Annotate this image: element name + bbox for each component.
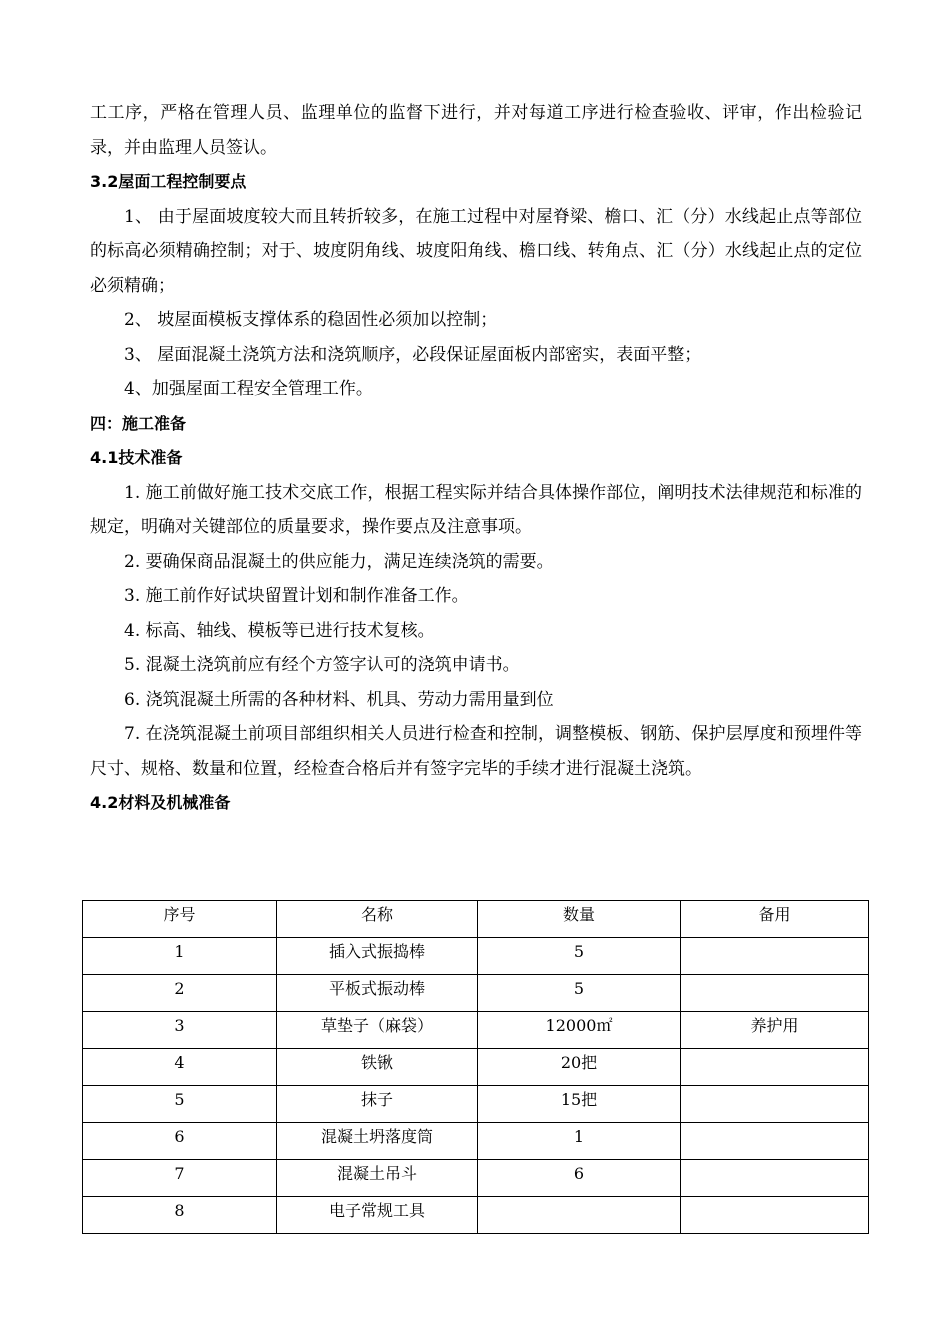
cell-quantity: 6 bbox=[478, 1160, 681, 1197]
cell-quantity: 20把 bbox=[478, 1049, 681, 1086]
cell-name: 电子常规工具 bbox=[277, 1197, 478, 1234]
cell-remark bbox=[681, 1086, 869, 1123]
cell-quantity: 1 bbox=[478, 1123, 681, 1160]
cell-quantity: 5 bbox=[478, 938, 681, 975]
table-row bbox=[83, 938, 869, 975]
cell-index: 3 bbox=[83, 1012, 277, 1049]
cell-name: 草垫子（麻袋） bbox=[277, 1012, 478, 1049]
document-body bbox=[90, 96, 862, 821]
tech-prep-6: 6. 浇筑混凝土所需的各种材料、机具、劳动力需用量到位 bbox=[124, 689, 554, 710]
cell-index: 4 bbox=[83, 1049, 277, 1086]
cell-name: 铁锹 bbox=[277, 1049, 478, 1086]
cell-name: 抹子 bbox=[277, 1086, 478, 1123]
tech-prep-4: 4. 标高、轴线、模板等已进行技术复核。 bbox=[124, 620, 435, 641]
chapter-heading-4: 四：施工准备 bbox=[90, 413, 187, 433]
roof-point-1: 1、 由于屋面坡度较大而且转折较多，在施工过程中对屋脊梁、檐口、汇（分）水线起止点等部位的标高必须精确控制；对于、坡度阴角线、坡度阳角线、檐口线、转角点、汇（分）水线起止点的定位必须精确； bbox=[90, 206, 862, 296]
table-row bbox=[83, 1049, 869, 1086]
cell-name: 混凝土吊斗 bbox=[277, 1160, 478, 1197]
header-remark: 备用 bbox=[681, 901, 869, 938]
table-row bbox=[83, 1197, 869, 1234]
cell-index: 6 bbox=[83, 1123, 277, 1160]
materials-table bbox=[82, 900, 869, 1234]
cell-remark bbox=[681, 975, 869, 1012]
cell-quantity bbox=[478, 1197, 681, 1234]
cell-name: 插入式振捣棒 bbox=[277, 938, 478, 975]
tech-prep-7: 7. 在浇筑混凝土前项目部组织相关人员进行检查和控制，调整模板、钢筋、保护层厚度和预埋件等尺寸、规格、数量和位置，经检查合格后并有签字完毕的手续才进行混凝土浇筑。 bbox=[90, 724, 862, 779]
header-index: 序号 bbox=[83, 901, 277, 938]
cell-name: 平板式振动棒 bbox=[277, 975, 478, 1012]
table-row bbox=[83, 1086, 869, 1123]
cell-quantity: 12000㎡ bbox=[478, 1012, 681, 1049]
cell-name: 混凝土坍落度筒 bbox=[277, 1123, 478, 1160]
cell-remark bbox=[681, 1160, 869, 1197]
roof-point-2: 2、 坡屋面模板支撑体系的稳固性必须加以控制； bbox=[124, 310, 498, 330]
cell-remark: 养护用 bbox=[681, 1012, 869, 1049]
roof-point-3: 3、 屋面混凝土浇筑方法和浇筑顺序，必段保证屋面板内部密实，表面平整； bbox=[124, 344, 702, 365]
paragraph-continued: 工工序，严格在管理人员、监理单位的监督下进行，并对每道工序进行检查验收、评审，作出检验记录，并由监理人员签认。 bbox=[90, 103, 862, 158]
cell-remark bbox=[681, 1049, 869, 1086]
cell-index: 2 bbox=[83, 975, 277, 1012]
cell-remark bbox=[681, 938, 869, 975]
cell-quantity: 15把 bbox=[478, 1086, 681, 1123]
cell-index: 1 bbox=[83, 938, 277, 975]
section-heading-3-2: 3.2屋面工程控制要点 bbox=[90, 172, 247, 191]
cell-index: 5 bbox=[83, 1086, 277, 1123]
section-heading-4-2: 4.2材料及机械准备 bbox=[90, 793, 231, 812]
cell-index: 7 bbox=[83, 1160, 277, 1197]
header-name: 名称 bbox=[277, 901, 478, 938]
cell-remark bbox=[681, 1123, 869, 1160]
section-heading-4-1: 4.1技术准备 bbox=[90, 448, 183, 467]
header-quantity: 数量 bbox=[478, 901, 681, 938]
table-row bbox=[83, 1012, 869, 1049]
cell-remark bbox=[681, 1197, 869, 1234]
tech-prep-1: 1. 施工前做好施工技术交底工作，根据工程实际并结合具体操作部位，阐明技术法律规范和标准的规定，明确对关键部位的质量要求，操作要点及注意事项。 bbox=[90, 482, 862, 537]
table-row bbox=[83, 1123, 869, 1160]
tech-prep-3: 3. 施工前作好试块留置计划和制作准备工作。 bbox=[124, 586, 469, 606]
cell-index: 8 bbox=[83, 1197, 277, 1234]
table-row bbox=[83, 975, 869, 1012]
cell-quantity: 5 bbox=[478, 975, 681, 1012]
roof-point-4: 4、加强屋面工程安全管理工作。 bbox=[124, 379, 373, 399]
tech-prep-2: 2. 要确保商品混凝土的供应能力，满足连续浇筑的需要。 bbox=[124, 551, 554, 572]
tech-prep-5: 5. 混凝土浇筑前应有经个方签字认可的浇筑申请书。 bbox=[124, 655, 520, 675]
table-header-row bbox=[83, 901, 869, 938]
table-row bbox=[83, 1160, 869, 1197]
